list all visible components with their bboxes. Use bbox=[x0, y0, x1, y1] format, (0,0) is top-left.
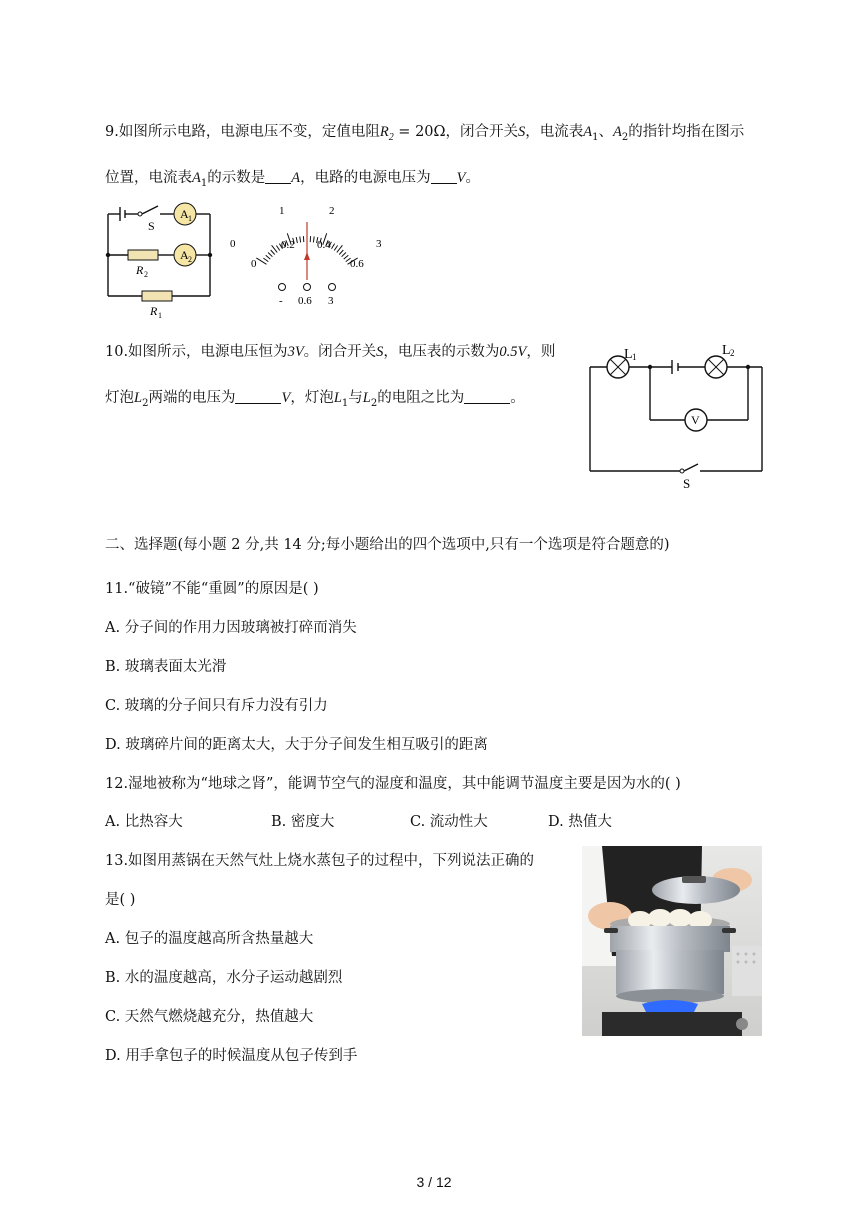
q13-option-b[interactable]: B. 水的温度越高，水分子运动越剧烈 bbox=[105, 970, 343, 986]
q13-option-d[interactable]: D. 用手拿包子的时候温度从包子传到手 bbox=[105, 1048, 358, 1064]
svg-text:1: 1 bbox=[279, 205, 285, 217]
q10-line2: 灯泡$L_2$两端的电压为 V，灯泡$L_1$与$L_2$的电阻之比为 。 bbox=[105, 390, 525, 409]
dial-tick bbox=[296, 237, 297, 243]
dial-tick bbox=[344, 255, 349, 259]
q10-circuit-diagram bbox=[584, 338, 768, 494]
dial-tick bbox=[263, 258, 268, 262]
svg-text:3: 3 bbox=[328, 295, 334, 307]
q12-option-a[interactable]: A. 比热容大 bbox=[105, 814, 183, 830]
dial-tick bbox=[334, 246, 337, 251]
svg-text:0.6: 0.6 bbox=[298, 295, 312, 307]
svg-text:0.2: 0.2 bbox=[281, 239, 295, 251]
q11-stem: 11.“破镜”不能“重圆”的原因是( ) bbox=[105, 581, 319, 597]
svg-text:2: 2 bbox=[730, 348, 735, 358]
resistor-r1 bbox=[142, 291, 172, 301]
dial-tick bbox=[300, 237, 301, 243]
svg-text:A: A bbox=[180, 207, 189, 221]
svg-text:2: 2 bbox=[144, 270, 148, 279]
q11-option-a[interactable]: A. 分子间的作用力因玻璃被打碎而消失 bbox=[105, 620, 357, 636]
svg-text:0.6: 0.6 bbox=[350, 258, 364, 270]
svg-text:R: R bbox=[150, 304, 158, 318]
svg-text:A: A bbox=[180, 248, 189, 262]
lamp-l2 bbox=[705, 356, 727, 378]
dial-tick bbox=[313, 237, 314, 243]
q11-option-c[interactable]: C. 玻璃的分子间只有斥力没有引力 bbox=[105, 698, 328, 714]
answer-blank bbox=[431, 169, 457, 184]
q9-line1: 9.如图所示电路，电源电压不变，定值电阻$R_2 = 20\Omega$，闭合开关S，电流表$A_1$、$A_2$的指针均指在图示 bbox=[105, 124, 745, 143]
section-2-heading: 二、选择题(每小题 2 分,共 14 分;每小题给出的四个选项中,只有一个选项是符合题意的) bbox=[105, 537, 670, 553]
svg-text:3: 3 bbox=[376, 238, 382, 250]
svg-text:2: 2 bbox=[329, 205, 335, 217]
dial-tick bbox=[339, 250, 343, 255]
svg-text:L: L bbox=[624, 347, 633, 362]
svg-text:0: 0 bbox=[251, 258, 257, 270]
q12-option-d[interactable]: D. 热值大 bbox=[548, 814, 612, 830]
q13-option-c[interactable]: C. 天然气燃烧越充分，热值越大 bbox=[105, 1009, 314, 1025]
steamer-pot-photo bbox=[582, 846, 762, 1036]
ammeter-dial-diagram bbox=[226, 202, 390, 310]
svg-text:R: R bbox=[136, 263, 144, 277]
svg-text:S: S bbox=[683, 476, 691, 491]
q13-option-a[interactable]: A. 包子的温度越高所含热量越大 bbox=[105, 931, 314, 947]
svg-text:1: 1 bbox=[188, 214, 192, 223]
resistor-r2 bbox=[128, 250, 158, 260]
q11-option-b[interactable]: B. 玻璃表面太光滑 bbox=[105, 659, 227, 675]
svg-text:S: S bbox=[148, 219, 155, 233]
q11-option-d[interactable]: D. 玻璃碎片间的距离太大，大于分子间发生相互吸引的距离 bbox=[105, 737, 488, 753]
answer-blank bbox=[235, 389, 281, 404]
svg-text:0.4: 0.4 bbox=[317, 239, 331, 251]
dial-tick bbox=[276, 246, 279, 251]
svg-text:1: 1 bbox=[632, 352, 637, 362]
page-number: 3 / 12 bbox=[416, 1174, 452, 1190]
q10-line1: 10.如图所示，电源电压恒为3V。闭合开关S，电压表的示数为0.5V，则 bbox=[105, 344, 556, 360]
q12-option-b[interactable]: B. 密度大 bbox=[271, 814, 335, 830]
dial-tick bbox=[271, 250, 275, 255]
answer-blank bbox=[265, 169, 291, 184]
q12-stem: 12.湿地被称为“地球之肾”，能调节空气的湿度和温度，其中能调节温度主要是因为水的( ) bbox=[105, 776, 681, 792]
q13-stem-line1: 13.如图用蒸锅在天然气灶上烧水蒸包子的过程中，下列说法正确的 bbox=[105, 853, 535, 869]
q9-line2: 位置，电流表$A_1$的示数是 A，电路的电源电压为 V。 bbox=[105, 170, 480, 189]
dial-tick bbox=[342, 253, 346, 257]
dial-tick bbox=[332, 244, 335, 249]
dial-tick bbox=[266, 255, 271, 259]
q12-option-c[interactable]: C. 流动性大 bbox=[410, 814, 488, 830]
q13-stem-line2: 是( ) bbox=[105, 892, 136, 908]
q9-circuit-diagram bbox=[100, 198, 220, 324]
svg-text:V: V bbox=[691, 413, 700, 427]
svg-text:-: - bbox=[279, 295, 283, 307]
svg-text:L: L bbox=[722, 343, 731, 358]
answer-blank bbox=[464, 389, 510, 404]
svg-text:0: 0 bbox=[230, 238, 236, 250]
svg-text:2: 2 bbox=[188, 255, 192, 264]
dial-tick bbox=[268, 253, 272, 257]
svg-text:1: 1 bbox=[158, 311, 162, 320]
